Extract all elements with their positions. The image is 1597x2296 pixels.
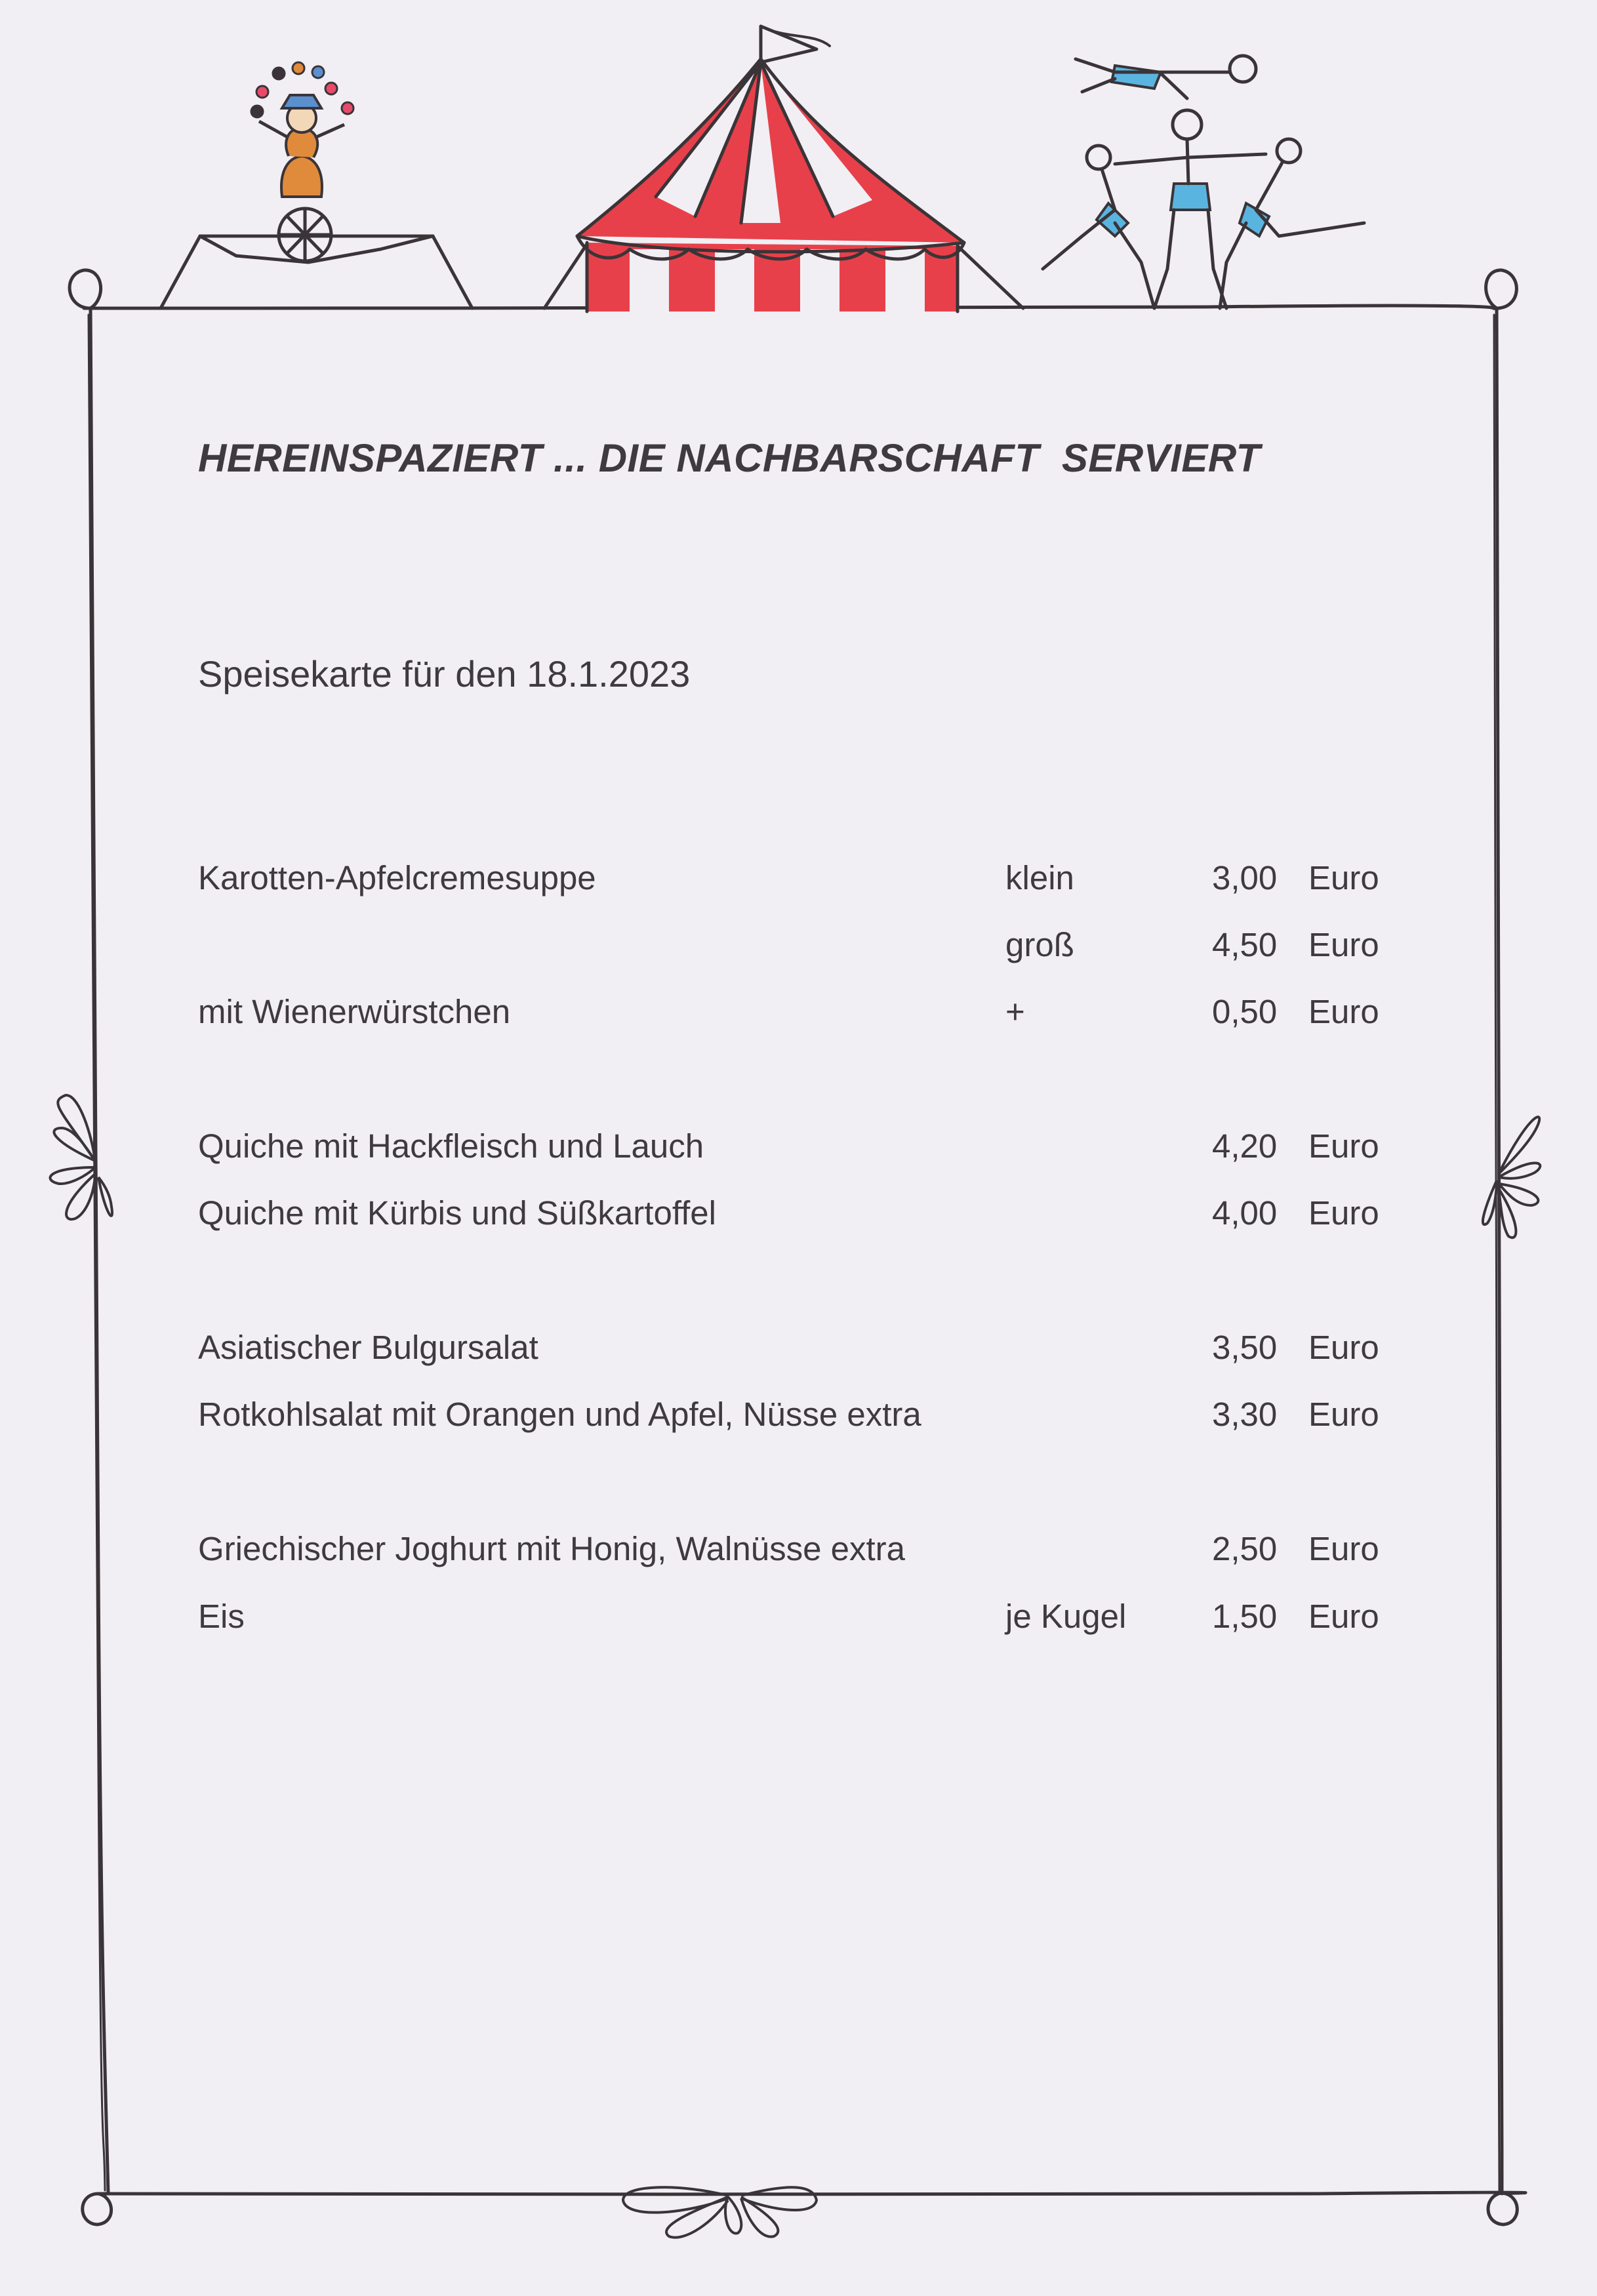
menu-date-subtitle: Speisekarte für den 18.1.2023 xyxy=(198,653,691,695)
dish-price: 4,50 xyxy=(1212,926,1278,963)
dish-name: Karotten-Apfelcremesuppe xyxy=(198,859,596,896)
currency-label: Euro xyxy=(1308,1530,1379,1567)
currency-label: Euro xyxy=(1308,993,1379,1030)
currency-label: Euro xyxy=(1308,1598,1379,1635)
dish-name: mit Wienerwürstchen xyxy=(198,993,511,1030)
dish-price: 4,00 xyxy=(1212,1194,1278,1232)
dish-note: klein xyxy=(1005,859,1074,896)
dish-name: Asiatischer Bulgursalat xyxy=(198,1329,538,1366)
currency-label: Euro xyxy=(1308,1127,1379,1165)
dish-price: 0,50 xyxy=(1212,993,1278,1030)
menu-row xyxy=(0,1328,1597,1374)
menu-row xyxy=(0,925,1597,971)
currency-label: Euro xyxy=(1308,1396,1379,1433)
menu-row xyxy=(0,1597,1597,1643)
dish-note: je Kugel xyxy=(1005,1598,1127,1635)
currency-label: Euro xyxy=(1308,859,1379,896)
dish-name: Quiche mit Hackfleisch und Lauch xyxy=(198,1127,704,1165)
dish-name: Quiche mit Kürbis und Süßkartoffel xyxy=(198,1194,716,1232)
dish-price: 2,50 xyxy=(1212,1530,1278,1567)
dish-price: 3,50 xyxy=(1212,1329,1278,1366)
menu-row xyxy=(0,1529,1597,1575)
currency-label: Euro xyxy=(1308,1194,1379,1232)
dish-note: + xyxy=(1005,993,1025,1030)
currency-label: Euro xyxy=(1308,1329,1379,1366)
menu-row xyxy=(0,992,1597,1038)
dish-price: 3,30 xyxy=(1212,1396,1278,1433)
dish-name: Griechischer Joghurt mit Honig, Walnüsse extra xyxy=(198,1530,906,1567)
dish-price: 3,00 xyxy=(1212,859,1278,896)
menu-row xyxy=(0,1127,1597,1173)
dish-price: 1,50 xyxy=(1212,1598,1278,1635)
currency-label: Euro xyxy=(1308,926,1379,963)
menu-row xyxy=(0,1194,1597,1239)
page-title: HEREINSPAZIERT ... DIE NACHBARSCHAFT SERVIERT xyxy=(198,436,1261,480)
dish-note: groß xyxy=(1005,926,1074,963)
dish-price: 4,20 xyxy=(1212,1127,1278,1165)
menu-row xyxy=(0,858,1597,904)
menu-row xyxy=(0,1395,1597,1441)
dish-name: Eis xyxy=(198,1598,245,1635)
dish-name: Rotkohlsalat mit Orangen und Apfel, Nüsse extra xyxy=(198,1396,921,1433)
